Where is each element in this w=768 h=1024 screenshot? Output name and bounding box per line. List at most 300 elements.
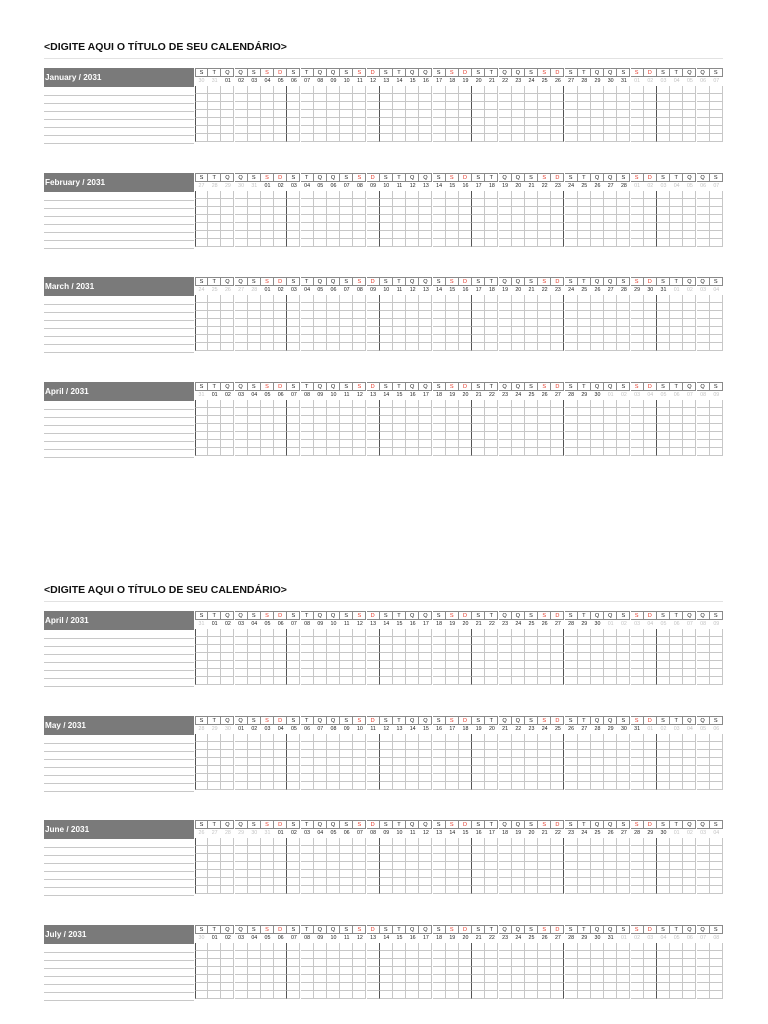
- day-cell[interactable]: [538, 327, 551, 335]
- day-cell[interactable]: [657, 669, 670, 677]
- day-cell[interactable]: [287, 223, 300, 231]
- day-cell[interactable]: [221, 295, 234, 303]
- day-cell[interactable]: [538, 311, 551, 319]
- day-cell[interactable]: [248, 846, 261, 854]
- day-cell[interactable]: [380, 327, 393, 335]
- day-cell[interactable]: [683, 886, 696, 894]
- day-cell[interactable]: [367, 878, 380, 886]
- day-cell[interactable]: [565, 110, 578, 118]
- day-cell[interactable]: [710, 653, 723, 661]
- day-cell[interactable]: [565, 231, 578, 239]
- day-cell[interactable]: [406, 782, 419, 790]
- day-cell[interactable]: [578, 335, 591, 343]
- day-cell[interactable]: [380, 408, 393, 416]
- day-cell[interactable]: [353, 758, 366, 766]
- day-cell[interactable]: [419, 94, 432, 102]
- day-cell[interactable]: [459, 870, 472, 878]
- day-cell[interactable]: [499, 774, 512, 782]
- day-cell[interactable]: [644, 311, 657, 319]
- day-cell[interactable]: [446, 432, 459, 440]
- day-cell[interactable]: [565, 967, 578, 975]
- day-cell[interactable]: [459, 199, 472, 207]
- day-cell[interactable]: [604, 991, 617, 999]
- day-cell[interactable]: [565, 951, 578, 959]
- day-cell[interactable]: [235, 134, 248, 142]
- day-cell[interactable]: [591, 629, 604, 637]
- day-cell[interactable]: [485, 223, 498, 231]
- day-cell[interactable]: [525, 400, 538, 408]
- day-cell[interactable]: [287, 886, 300, 894]
- day-cell[interactable]: [578, 838, 591, 846]
- day-cell[interactable]: [248, 343, 261, 351]
- day-cell[interactable]: [446, 943, 459, 951]
- entry-line[interactable]: [44, 976, 194, 977]
- day-cell[interactable]: [459, 303, 472, 311]
- day-cell[interactable]: [340, 878, 353, 886]
- day-cell[interactable]: [631, 967, 644, 975]
- day-cell[interactable]: [433, 303, 446, 311]
- day-cell[interactable]: [697, 870, 710, 878]
- day-cell[interactable]: [459, 94, 472, 102]
- day-cell[interactable]: [551, 110, 564, 118]
- day-cell[interactable]: [697, 991, 710, 999]
- day-cell[interactable]: [657, 846, 670, 854]
- day-cell[interactable]: [314, 319, 327, 327]
- day-cell[interactable]: [367, 967, 380, 975]
- day-cell[interactable]: [697, 854, 710, 862]
- day-cell[interactable]: [314, 199, 327, 207]
- day-cell[interactable]: [683, 311, 696, 319]
- day-cell[interactable]: [274, 126, 287, 134]
- day-cell[interactable]: [248, 645, 261, 653]
- day-cell[interactable]: [710, 102, 723, 110]
- day-cell[interactable]: [287, 319, 300, 327]
- day-cell[interactable]: [512, 134, 525, 142]
- day-cell[interactable]: [367, 126, 380, 134]
- day-cell[interactable]: [644, 126, 657, 134]
- day-cell[interactable]: [314, 416, 327, 424]
- day-cell[interactable]: [274, 878, 287, 886]
- day-cell[interactable]: [314, 239, 327, 247]
- day-cell[interactable]: [565, 959, 578, 967]
- day-cell[interactable]: [512, 734, 525, 742]
- day-cell[interactable]: [499, 943, 512, 951]
- day-cell[interactable]: [195, 669, 208, 677]
- day-cell[interactable]: [314, 231, 327, 239]
- day-cell[interactable]: [485, 424, 498, 432]
- day-cell[interactable]: [485, 311, 498, 319]
- day-cell[interactable]: [380, 677, 393, 685]
- day-cell[interactable]: [446, 102, 459, 110]
- day-cell[interactable]: [710, 239, 723, 247]
- day-cell[interactable]: [393, 239, 406, 247]
- day-cell[interactable]: [538, 416, 551, 424]
- day-cell[interactable]: [617, 118, 630, 126]
- day-cell[interactable]: [340, 774, 353, 782]
- day-cell[interactable]: [314, 742, 327, 750]
- day-cell[interactable]: [538, 943, 551, 951]
- day-cell[interactable]: [380, 223, 393, 231]
- day-cell[interactable]: [221, 416, 234, 424]
- day-cell[interactable]: [261, 742, 274, 750]
- day-cell[interactable]: [195, 870, 208, 878]
- day-cell[interactable]: [340, 669, 353, 677]
- day-cell[interactable]: [287, 408, 300, 416]
- day-cell[interactable]: [261, 951, 274, 959]
- day-cell[interactable]: [367, 983, 380, 991]
- day-cell[interactable]: [314, 870, 327, 878]
- day-cell[interactable]: [499, 645, 512, 653]
- day-cell[interactable]: [578, 215, 591, 223]
- day-cell[interactable]: [327, 416, 340, 424]
- day-cell[interactable]: [314, 677, 327, 685]
- day-cell[interactable]: [419, 742, 432, 750]
- day-cell[interactable]: [631, 870, 644, 878]
- day-cell[interactable]: [446, 975, 459, 983]
- day-cell[interactable]: [340, 653, 353, 661]
- day-cell[interactable]: [604, 766, 617, 774]
- day-cell[interactable]: [248, 432, 261, 440]
- day-cell[interactable]: [472, 782, 485, 790]
- day-cell[interactable]: [565, 862, 578, 870]
- day-cell[interactable]: [472, 327, 485, 335]
- day-cell[interactable]: [353, 742, 366, 750]
- day-cell[interactable]: [353, 303, 366, 311]
- day-cell[interactable]: [538, 86, 551, 94]
- day-cell[interactable]: [591, 440, 604, 448]
- day-cell[interactable]: [235, 239, 248, 247]
- day-cell[interactable]: [353, 661, 366, 669]
- day-cell[interactable]: [274, 959, 287, 967]
- day-cell[interactable]: [631, 94, 644, 102]
- day-cell[interactable]: [301, 408, 314, 416]
- day-cell[interactable]: [419, 327, 432, 335]
- day-cell[interactable]: [565, 432, 578, 440]
- day-cell[interactable]: [274, 319, 287, 327]
- day-cell[interactable]: [591, 424, 604, 432]
- day-cell[interactable]: [472, 742, 485, 750]
- day-cell[interactable]: [683, 416, 696, 424]
- day-cell[interactable]: [446, 878, 459, 886]
- day-cell[interactable]: [710, 319, 723, 327]
- day-cell[interactable]: [208, 782, 221, 790]
- day-cell[interactable]: [235, 319, 248, 327]
- day-cell[interactable]: [287, 637, 300, 645]
- day-cell[interactable]: [710, 886, 723, 894]
- day-cell[interactable]: [327, 846, 340, 854]
- day-cell[interactable]: [617, 878, 630, 886]
- day-cell[interactable]: [353, 102, 366, 110]
- day-cell[interactable]: [393, 311, 406, 319]
- day-cell[interactable]: [327, 629, 340, 637]
- day-cell[interactable]: [446, 750, 459, 758]
- day-cell[interactable]: [433, 207, 446, 215]
- day-cell[interactable]: [657, 223, 670, 231]
- day-cell[interactable]: [221, 862, 234, 870]
- day-cell[interactable]: [314, 862, 327, 870]
- day-cell[interactable]: [472, 223, 485, 231]
- day-cell[interactable]: [287, 327, 300, 335]
- day-cell[interactable]: [485, 838, 498, 846]
- day-cell[interactable]: [406, 207, 419, 215]
- day-cell[interactable]: [604, 207, 617, 215]
- day-cell[interactable]: [235, 335, 248, 343]
- day-cell[interactable]: [657, 408, 670, 416]
- day-cell[interactable]: [274, 661, 287, 669]
- day-cell[interactable]: [301, 118, 314, 126]
- day-cell[interactable]: [380, 774, 393, 782]
- day-cell[interactable]: [525, 862, 538, 870]
- day-cell[interactable]: [248, 959, 261, 967]
- day-cell[interactable]: [538, 669, 551, 677]
- day-cell[interactable]: [353, 191, 366, 199]
- day-cell[interactable]: [367, 110, 380, 118]
- day-cell[interactable]: [631, 102, 644, 110]
- day-cell[interactable]: [446, 94, 459, 102]
- day-cell[interactable]: [551, 311, 564, 319]
- day-cell[interactable]: [644, 239, 657, 247]
- day-cell[interactable]: [472, 943, 485, 951]
- day-cell[interactable]: [433, 862, 446, 870]
- day-cell[interactable]: [327, 440, 340, 448]
- day-cell[interactable]: [670, 878, 683, 886]
- day-cell[interactable]: [683, 967, 696, 975]
- day-cell[interactable]: [631, 637, 644, 645]
- day-cell[interactable]: [195, 94, 208, 102]
- day-cell[interactable]: [512, 983, 525, 991]
- day-cell[interactable]: [433, 669, 446, 677]
- day-cell[interactable]: [406, 661, 419, 669]
- day-cell[interactable]: [274, 653, 287, 661]
- day-cell[interactable]: [459, 774, 472, 782]
- day-cell[interactable]: [485, 408, 498, 416]
- day-cell[interactable]: [419, 223, 432, 231]
- day-cell[interactable]: [578, 408, 591, 416]
- day-cell[interactable]: [617, 782, 630, 790]
- day-cell[interactable]: [644, 951, 657, 959]
- day-cell[interactable]: [565, 94, 578, 102]
- day-cell[interactable]: [208, 983, 221, 991]
- day-cell[interactable]: [485, 118, 498, 126]
- day-cell[interactable]: [235, 629, 248, 637]
- day-cell[interactable]: [221, 774, 234, 782]
- day-cell[interactable]: [472, 416, 485, 424]
- entry-line[interactable]: [44, 143, 194, 144]
- day-cell[interactable]: [710, 94, 723, 102]
- day-cell[interactable]: [670, 653, 683, 661]
- day-cell[interactable]: [195, 311, 208, 319]
- day-cell[interactable]: [235, 424, 248, 432]
- day-cell[interactable]: [248, 750, 261, 758]
- day-cell[interactable]: [604, 734, 617, 742]
- day-cell[interactable]: [538, 110, 551, 118]
- day-cell[interactable]: [235, 943, 248, 951]
- day-cell[interactable]: [248, 416, 261, 424]
- day-cell[interactable]: [657, 774, 670, 782]
- day-cell[interactable]: [208, 400, 221, 408]
- day-cell[interactable]: [459, 782, 472, 790]
- day-cell[interactable]: [565, 734, 578, 742]
- day-cell[interactable]: [670, 951, 683, 959]
- day-cell[interactable]: [565, 199, 578, 207]
- day-cell[interactable]: [248, 991, 261, 999]
- day-cell[interactable]: [327, 303, 340, 311]
- day-cell[interactable]: [195, 126, 208, 134]
- day-cell[interactable]: [208, 669, 221, 677]
- day-cell[interactable]: [551, 774, 564, 782]
- day-cell[interactable]: [657, 967, 670, 975]
- day-cell[interactable]: [710, 870, 723, 878]
- day-cell[interactable]: [485, 110, 498, 118]
- day-cell[interactable]: [419, 750, 432, 758]
- day-cell[interactable]: [340, 959, 353, 967]
- day-cell[interactable]: [208, 838, 221, 846]
- day-cell[interactable]: [670, 862, 683, 870]
- day-cell[interactable]: [195, 943, 208, 951]
- day-cell[interactable]: [485, 951, 498, 959]
- day-cell[interactable]: [604, 959, 617, 967]
- day-cell[interactable]: [195, 967, 208, 975]
- day-cell[interactable]: [499, 677, 512, 685]
- day-cell[interactable]: [697, 335, 710, 343]
- day-cell[interactable]: [274, 967, 287, 975]
- day-cell[interactable]: [287, 295, 300, 303]
- day-cell[interactable]: [538, 207, 551, 215]
- day-cell[interactable]: [340, 886, 353, 894]
- day-cell[interactable]: [499, 327, 512, 335]
- day-cell[interactable]: [406, 416, 419, 424]
- day-cell[interactable]: [538, 983, 551, 991]
- day-cell[interactable]: [591, 943, 604, 951]
- day-cell[interactable]: [340, 629, 353, 637]
- day-cell[interactable]: [657, 870, 670, 878]
- day-cell[interactable]: [419, 408, 432, 416]
- day-cell[interactable]: [512, 448, 525, 456]
- day-cell[interactable]: [499, 400, 512, 408]
- day-cell[interactable]: [604, 440, 617, 448]
- day-cell[interactable]: [221, 207, 234, 215]
- entry-line[interactable]: [44, 425, 194, 426]
- day-cell[interactable]: [710, 424, 723, 432]
- day-cell[interactable]: [195, 448, 208, 456]
- day-cell[interactable]: [499, 653, 512, 661]
- day-cell[interactable]: [367, 750, 380, 758]
- day-cell[interactable]: [433, 951, 446, 959]
- day-cell[interactable]: [261, 661, 274, 669]
- day-cell[interactable]: [591, 645, 604, 653]
- day-cell[interactable]: [697, 231, 710, 239]
- day-cell[interactable]: [499, 335, 512, 343]
- day-cell[interactable]: [538, 319, 551, 327]
- day-cell[interactable]: [419, 991, 432, 999]
- day-cell[interactable]: [367, 440, 380, 448]
- day-cell[interactable]: [367, 319, 380, 327]
- day-cell[interactable]: [604, 967, 617, 975]
- day-cell[interactable]: [657, 199, 670, 207]
- day-cell[interactable]: [565, 766, 578, 774]
- day-cell[interactable]: [459, 637, 472, 645]
- day-cell[interactable]: [314, 94, 327, 102]
- day-cell[interactable]: [208, 432, 221, 440]
- day-cell[interactable]: [631, 440, 644, 448]
- day-cell[interactable]: [367, 311, 380, 319]
- day-cell[interactable]: [314, 854, 327, 862]
- day-cell[interactable]: [565, 846, 578, 854]
- day-cell[interactable]: [353, 943, 366, 951]
- day-cell[interactable]: [565, 408, 578, 416]
- day-cell[interactable]: [208, 886, 221, 894]
- day-cell[interactable]: [538, 661, 551, 669]
- day-cell[interactable]: [446, 424, 459, 432]
- day-cell[interactable]: [670, 231, 683, 239]
- day-cell[interactable]: [472, 335, 485, 343]
- day-cell[interactable]: [261, 223, 274, 231]
- day-cell[interactable]: [591, 661, 604, 669]
- day-cell[interactable]: [340, 943, 353, 951]
- day-cell[interactable]: [380, 191, 393, 199]
- day-cell[interactable]: [406, 408, 419, 416]
- day-cell[interactable]: [710, 862, 723, 870]
- day-cell[interactable]: [433, 191, 446, 199]
- day-cell[interactable]: [235, 967, 248, 975]
- day-cell[interactable]: [314, 645, 327, 653]
- day-cell[interactable]: [459, 661, 472, 669]
- day-cell[interactable]: [287, 734, 300, 742]
- day-cell[interactable]: [327, 750, 340, 758]
- day-cell[interactable]: [446, 416, 459, 424]
- entry-line[interactable]: [44, 863, 194, 864]
- day-cell[interactable]: [221, 991, 234, 999]
- day-cell[interactable]: [208, 629, 221, 637]
- day-cell[interactable]: [314, 134, 327, 142]
- day-cell[interactable]: [485, 653, 498, 661]
- day-cell[interactable]: [459, 118, 472, 126]
- day-cell[interactable]: [485, 335, 498, 343]
- day-cell[interactable]: [551, 86, 564, 94]
- day-cell[interactable]: [578, 110, 591, 118]
- day-cell[interactable]: [670, 319, 683, 327]
- day-cell[interactable]: [380, 967, 393, 975]
- day-cell[interactable]: [604, 311, 617, 319]
- day-cell[interactable]: [419, 975, 432, 983]
- day-cell[interactable]: [617, 424, 630, 432]
- day-cell[interactable]: [499, 637, 512, 645]
- day-cell[interactable]: [208, 94, 221, 102]
- day-cell[interactable]: [221, 343, 234, 351]
- day-cell[interactable]: [195, 959, 208, 967]
- day-cell[interactable]: [631, 782, 644, 790]
- day-cell[interactable]: [195, 734, 208, 742]
- day-cell[interactable]: [195, 231, 208, 239]
- day-cell[interactable]: [525, 661, 538, 669]
- day-cell[interactable]: [340, 126, 353, 134]
- day-cell[interactable]: [604, 94, 617, 102]
- day-cell[interactable]: [261, 207, 274, 215]
- day-cell[interactable]: [591, 118, 604, 126]
- day-cell[interactable]: [617, 199, 630, 207]
- day-cell[interactable]: [472, 424, 485, 432]
- day-cell[interactable]: [419, 943, 432, 951]
- day-cell[interactable]: [446, 215, 459, 223]
- day-cell[interactable]: [591, 878, 604, 886]
- day-cell[interactable]: [710, 959, 723, 967]
- day-cell[interactable]: [419, 645, 432, 653]
- day-cell[interactable]: [433, 416, 446, 424]
- day-cell[interactable]: [314, 774, 327, 782]
- day-cell[interactable]: [617, 742, 630, 750]
- day-cell[interactable]: [419, 862, 432, 870]
- day-cell[interactable]: [327, 343, 340, 351]
